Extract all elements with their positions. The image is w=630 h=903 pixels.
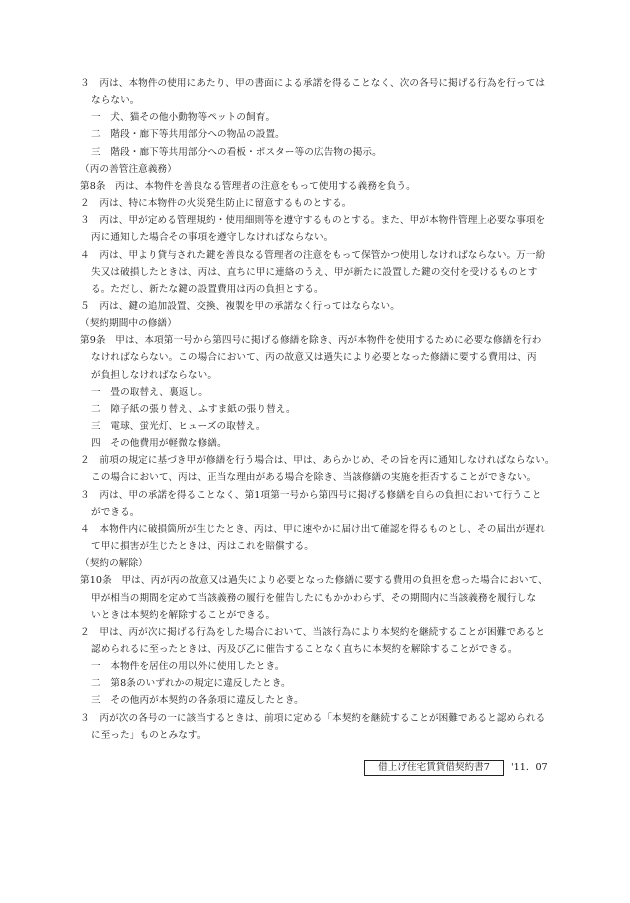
text-line: ならない。 [91,95,140,107]
text-line: が負担しなければならない。 [91,369,218,381]
text-line: ２ 前項の規定に基づき甲が修繕を行う場合は、甲は、あらかじめ、その旨を丙に通知しなければならない。 [80,455,555,467]
text-line: （丙の善管注意義務） [80,163,177,175]
text-line: ３ 丙が次の各号の一に該当するときは、前項に定める「本契約を継続することが困難であると認められる [80,712,546,724]
text-line: 一 本物件を居住の用以外に使用したとき。 [91,661,285,673]
text-line: （契約期間中の修繕） [80,318,177,330]
text-line: この場合において、丙は、正当な理由がある場合を除き、当該修繕の実施を拒否することができない。 [91,472,537,484]
text-line: なければならない。この場合において、丙の故意又は過失により必要となった修繕に要する費用は、丙 [91,352,537,364]
footer-document-title: 借上げ住宅賃貸借契約書7 [364,760,504,776]
text-line: 認められるに至ったときは、丙及び乙に催告することなく直ちに本契約を解除することができる。 [91,643,518,655]
text-line: ４ 丙は、甲より貸与された鍵を善良なる管理者の注意をもって保管かつ使用しなければならない。万一紛 [80,249,546,261]
text-line: 第9条 甲は、本項第一号から第四号に掲げる修繕を除き、丙が本物件を使用するために必要な修繕を行わ [80,335,542,347]
text-line: 二 障子紙の張り替え、ふすま紙の張り替え。 [91,403,296,415]
text-line: ３ 丙は、甲が定める管理規約・使用細則等を遵守するものとする。また、甲が本物件管理上必要な事項を [80,215,546,227]
text-line: ２ 甲は、丙が次に掲げる行為をした場合において、当該行為により本契約を継続することが困難であると [80,626,546,638]
text-line: 二 第8条のいずれかの規定に違反したとき。 [91,678,291,690]
text-line: て甲に損害が生じたときは、丙はこれを賠償する。 [91,541,314,553]
text-line: ３ 丙は、本物件の使用にあたり、甲の書面による承諾を得ることなく、次の各号に掲げる行為を行っては [80,78,546,89]
text-line: 三 その他丙が本契約の各条項に違反したとき。 [91,695,304,707]
text-line: 一 犬、猫その他小動物等ペットの飼育。 [91,112,276,124]
text-line: 甲が相当の期間を定めて当該義務の履行を催告したにもかかわらず、その期間内に当該義務を履行しな [91,592,537,604]
text-line: 第10条 甲は、丙が丙の故意又は過失により必要となった修繕に要する費用の負担を怠った場合において、 [80,575,548,587]
text-line: る。ただし、新たな鍵の設置費用は丙の負担とする。 [91,283,324,295]
text-line: ５ 丙は、鍵の追加設置、交換、複製を甲の承諾なく行ってはならない。 [80,300,400,312]
text-line: （契約の解除） [80,558,148,570]
text-line: 四 その他費用が軽微な修繕。 [91,438,227,450]
text-line: 失又は破損したときは、丙は、直ちに甲に連絡のうえ、甲が新たに設置した鍵の交付を受けるものとす [91,266,538,278]
text-line: 三 電球、蛍光灯、ヒューズの取替え。 [91,421,266,432]
text-line: ３ 丙は、甲の承諾を得ることなく、第1項第一号から第四号に掲げる修繕を自らの負担において行うこと [80,489,542,501]
text-line: 丙に通知した場合その事項を遵守しなければならない。 [91,232,334,244]
text-line: いときは本契約を解除することができる。 [91,609,276,621]
text-line: 第8条 丙は、本物件を善良なる管理者の注意をもって使用する義務を負う。 [80,180,416,192]
text-line: 二 階段・廊下等共用部分への物品の設置。 [91,129,285,141]
text-line: ２ 丙は、特に本物件の火災発生防止に留意するものとする。 [80,198,352,210]
text-line: に至った」ものとみなす。 [91,729,207,741]
text-line: 一 畳の取替え、裏返し。 [91,386,208,398]
text-line: ４ 本物件内に破損箇所が生じたとき、丙は、甲に速やかに届け出て確認を得るものとし、その届出が遅れ [80,523,545,535]
text-line: 三 階段・廊下等共用部分への看板・ポスター等の広告物の掲示。 [91,146,382,158]
text-line: ができる。 [91,506,140,518]
footer-date: '11．07 [511,761,548,773]
